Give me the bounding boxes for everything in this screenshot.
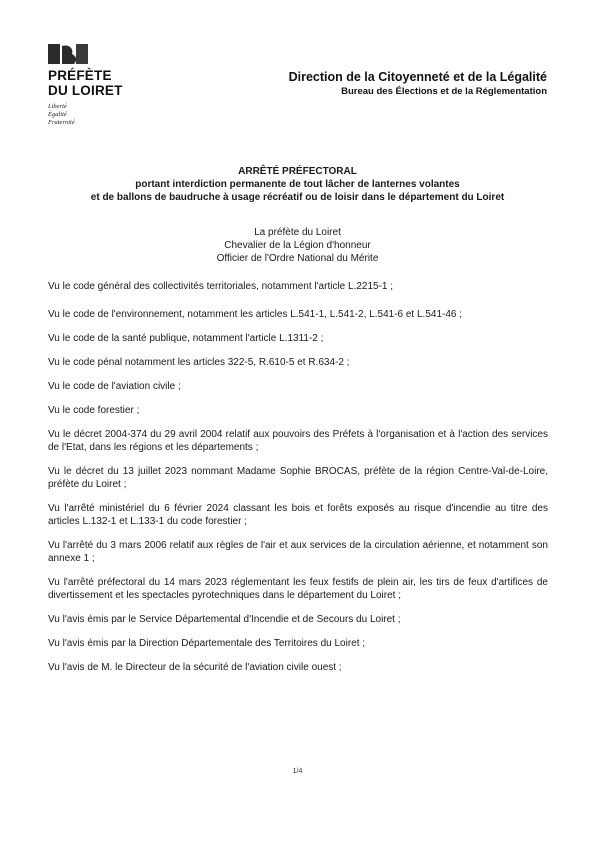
visa-item: Vu l'avis de M. le Directeur de la sécurité de l'aviation civile ouest ; [48,662,342,673]
prefecture-logo [48,44,138,127]
marianne-logo-icon [48,44,88,64]
prefecture-name-line1: PRÉFÈTE [48,68,112,83]
visas-list [48,280,548,685]
visa-item: Vu le code de l'environnement, notamment les articles L.541-1, L.541-2, L.541-6 et L.541-46 ; [48,309,463,320]
visa-item: Vu l'avis émis par la Direction Départementale des Territoires du Loiret ; [48,638,366,649]
signer-line1: La préfète du Loiret [254,227,341,238]
visa-item: Vu le code de la santé publique, notamment l'article L.1311-2 ; [48,333,324,344]
direction-title: Direction de la Citoyenneté et de la Légalité [288,70,547,84]
decree-title-line1: ARRÊTÉ PRÉFECTORAL [238,166,357,177]
visa-item: Vu le décret 2004-374 du 29 avril 2004 relatif aux pouvoirs des Préfets à l'organisation et à l'action des services de l'Etat, dans les régions et les départements ; [48,429,548,453]
signer-block [48,226,547,265]
prefecture-name-line2: DU LOIRET [48,83,123,98]
visa-item: Vu le code de l'aviation civile ; [48,381,181,392]
direction-header [289,70,547,98]
visa-item: Vu l'avis émis par le Service Départemental d'Incendie et de Secours du Loiret ; [48,614,401,625]
visa-item: Vu le code forestier ; [48,405,140,416]
signer-line2: Chevalier de la Légion d'honneur [224,240,371,251]
visa-item: Vu l'arrêté ministériel du 6 février 2024 classant les bois et forêts exposés au risque d'incendie au titre des articles L.132-1 et L.133-1 du code forestier ; [48,503,548,527]
visa-item: Vu l'arrêté préfectoral du 14 mars 2023 réglementant les feux festifs de plein air, les tirs de feux d'artifices de divertissement et les spectacles pyrotechniques dans le département du Loiret ; [48,577,548,601]
page-number: 1/4 [292,768,303,775]
signer-line3: Officier de l'Ordre National du Mérite [216,253,379,264]
decree-title-line3: et de ballons de baudruche à usage récréatif ou de loisir dans le département du Loiret [90,192,505,203]
republic-motto [48,103,138,127]
decree-title [48,165,547,204]
decree-title-line2: portant interdiction permanente de tout lâcher de lanternes volantes [135,179,460,190]
visa-item: Vu l'arrêté du 3 mars 2006 relatif aux règles de l'air et aux services de la circulation aérienne, et notamment son annexe 1 ; [48,540,548,564]
motto-liberte: Liberté [48,103,67,110]
direction-subtitle: Bureau des Élections et de la Réglementation [341,86,547,97]
motto-fraternite: Fraternité [48,119,75,126]
visa-item: Vu le code général des collectivités territoriales, notamment l'article L.2215-1 ; [48,281,394,292]
motto-egalite: Égalité [48,111,67,118]
visa-item: Vu le décret du 13 juillet 2023 nommant Madame Sophie BROCAS, préfète de la région Centre-Val-de-Loire, préfète du Loiret ; [48,466,548,490]
visa-item: Vu le code pénal notamment les articles 322-5, R.610-5 et R.634-2 ; [48,357,350,368]
